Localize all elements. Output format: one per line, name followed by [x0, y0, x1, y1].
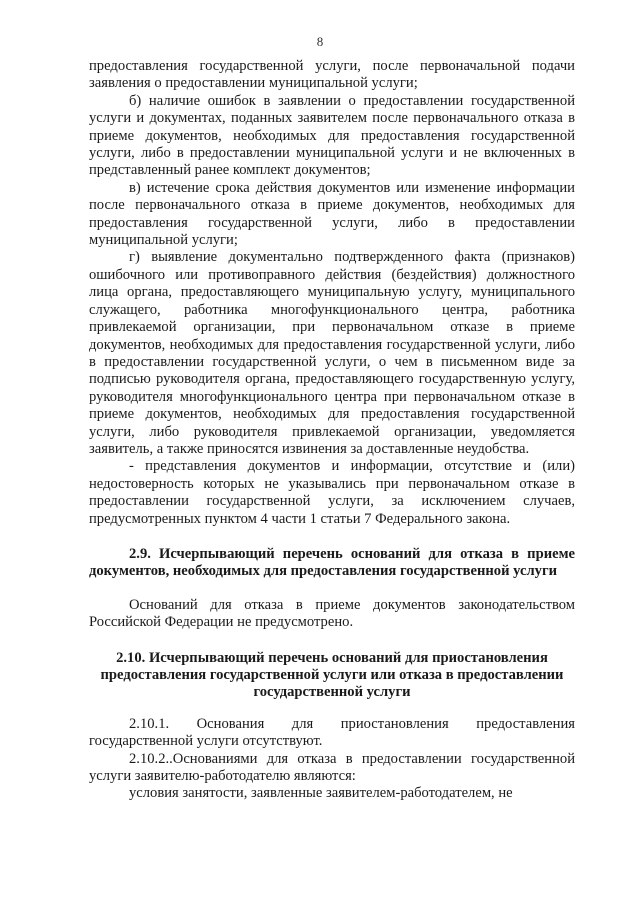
section-heading-2-9: 2.9. Исчерпывающий перечень оснований для отказа в приеме документов, необходимых для предоставления государственной услуги [89, 545, 575, 580]
document-body [89, 58, 575, 803]
paragraph-item-v: в) истечение срока действия документов или изменение информации после первоначального отказа в приеме документов, необходимых для предоставления государственной услуги, либо в предоставлении муниципальной услуги; [89, 179, 575, 249]
page-number: 8 [316, 34, 324, 49]
paragraph-2-10-2: 2.10.2..Основаниями для отказа в предоставлении государственной услуги заявителю-работодателю являются: [89, 750, 575, 785]
paragraph-dash-item: - представления документов и информации, отсутствие и (или) недостоверность которых не указывались при первоначальном отказе в предоставлении государственной услуги, за исключением случаев, предусмотренных пунктом 4 части 1 статьи 7 Федерального закона. [89, 458, 575, 527]
paragraph-item-g: г) выявление документально подтвержденного факта (признаков) ошибочного или противоправного действия (бездействия) должностного лица органа, предоставляющего муниципальную услугу, муниципального служащего, работника многофункционального центра, работника привлекаемой организации, при первоначальном отказе в приеме документов, необходимых для предоставления государственной услуги, либо в предоставлении государственной услуги, о чем в письменном виде за подписью руководителя органа, предоставляющего государственную услугу, руководителя многофункционального центра при первоначальном отказе в приеме документов, необходимых для предоставления государственной услуги, либо руководителя привлекаемой организации, уведомляется заявитель, а также приносятся извинения за доставленные неудобства. [89, 249, 575, 457]
paragraph-2-9: Оснований для отказа в приеме документов законодательством Российской Федерации не предусмотрено. [89, 596, 575, 631]
paragraph-item-b: б) наличие ошибок в заявлении о предоставлении государственной услуги и документах, поданных заявителем после первоначального отказа в приеме документов, необходимых для предоставления государственной услуги, либо в предоставлении муниципальной услуги и не включенных в представленный ранее комплект документов; [89, 92, 575, 179]
paragraph-last-line: условия занятости, заявленные заявителем-работодателем, не [129, 785, 513, 802]
paragraph-2-10-1: 2.10.1. Основания для приостановления предоставления государственной услуги отсутствуют. [89, 715, 575, 750]
section-heading-2-10: 2.10. Исчерпывающий перечень оснований для приостановления предоставления государственной услуги или отказа в предоставлении государственной услуги [100, 649, 564, 701]
paragraph-continuation: предоставления государственной услуги, после первоначальной подачи заявления о предоставлении муниципальной услуги; [89, 58, 575, 92]
